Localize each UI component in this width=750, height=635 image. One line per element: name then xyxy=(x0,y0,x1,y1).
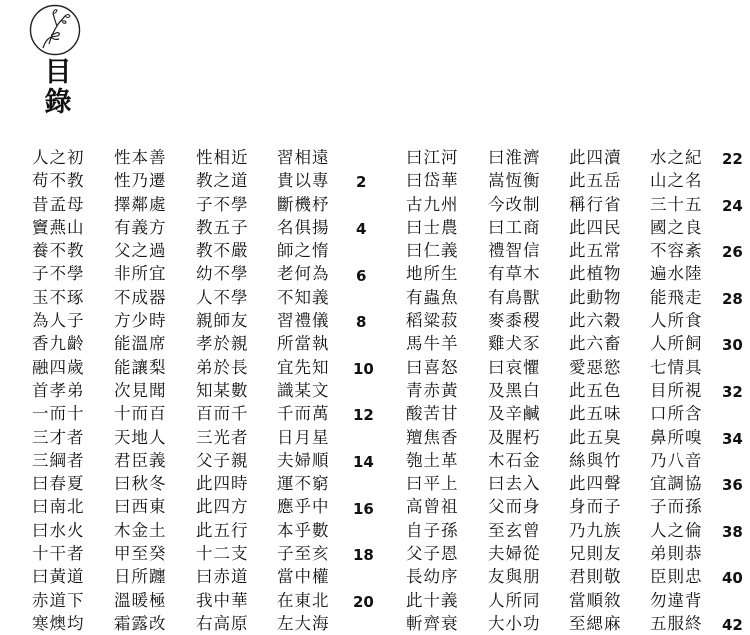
verse-line: 嵩恆衡 xyxy=(488,171,541,191)
verse-line: 青赤黃 xyxy=(406,380,459,400)
verse-line: 此十義 xyxy=(406,590,459,610)
verse-line: 不知義 xyxy=(277,287,330,307)
verse-line: 宜先知 xyxy=(277,357,330,377)
verse-line: 十干者 xyxy=(32,544,85,564)
page-number: 16 xyxy=(353,499,374,518)
verse-line: 習禮儀 xyxy=(277,311,330,331)
verse-line: 此四聲 xyxy=(569,474,622,494)
left-column-2 xyxy=(114,146,167,635)
verse-line: 千而萬 xyxy=(277,404,330,424)
verse-line: 本乎數 xyxy=(277,520,330,540)
verse-line: 匏土革 xyxy=(406,450,459,470)
verse-line: 人之初 xyxy=(32,148,85,167)
verse-line: 此五常 xyxy=(569,241,622,261)
verse-line: 有蟲魚 xyxy=(406,287,459,307)
verse-line: 人所食 xyxy=(650,311,703,331)
verse-line: 右高原 xyxy=(196,613,249,633)
verse-line: 及辛鹹 xyxy=(488,404,541,424)
verse-line: 有義方 xyxy=(114,217,167,237)
verse-line: 弟於長 xyxy=(196,357,249,377)
verse-line: 高曾祖 xyxy=(406,497,459,517)
right-column-1 xyxy=(406,146,459,635)
verse-line: 我中華 xyxy=(196,590,249,610)
verse-line: 識某文 xyxy=(277,380,330,400)
verse-line: 曰去入 xyxy=(488,474,541,494)
verse-line: 能讓梨 xyxy=(114,357,167,377)
verse-line: 遍水陸 xyxy=(650,264,703,284)
verse-line: 性乃遷 xyxy=(114,171,167,191)
verse-line: 曰仁義 xyxy=(406,241,459,261)
verse-line: 曰哀懼 xyxy=(488,357,541,377)
verse-line: 曰工商 xyxy=(488,217,541,237)
verse-line: 夫婦從 xyxy=(488,544,541,564)
verse-line: 此五岳 xyxy=(569,171,622,191)
verse-line: 此四時 xyxy=(196,474,249,494)
verse-line: 曰西東 xyxy=(114,497,167,517)
verse-line: 十二支 xyxy=(196,544,249,564)
verse-line: 左大海 xyxy=(277,613,330,633)
right-column-4 xyxy=(650,146,703,635)
verse-line: 三光者 xyxy=(196,427,249,447)
page-number: 4 xyxy=(356,219,367,238)
verse-line: 孝於親 xyxy=(196,334,249,354)
verse-line: 師之惰 xyxy=(277,241,330,261)
verse-line: 曰喜怒 xyxy=(406,357,459,377)
hand-flower-logo-icon xyxy=(29,4,81,56)
verse-line: 首孝弟 xyxy=(32,380,85,400)
verse-line: 人不學 xyxy=(196,287,249,307)
verse-line: 至玄曾 xyxy=(488,520,541,540)
verse-line: 昔孟母 xyxy=(32,194,85,214)
verse-line: 地所生 xyxy=(406,264,459,284)
verse-line: 山之名 xyxy=(650,171,703,191)
verse-line: 曰黃道 xyxy=(32,567,85,587)
verse-line: 此五臭 xyxy=(569,427,622,447)
verse-line: 非所宜 xyxy=(114,264,167,284)
verse-line: 絲與竹 xyxy=(569,450,622,470)
verse-line: 及腥朽 xyxy=(488,427,541,447)
verse-line: 勿違背 xyxy=(650,590,703,610)
verse-line: 為人子 xyxy=(32,311,85,331)
verse-line: 禮智信 xyxy=(488,241,541,261)
verse-line: 曰春夏 xyxy=(32,474,85,494)
verse-line: 酸苦甘 xyxy=(406,404,459,424)
verse-line: 方少時 xyxy=(114,311,167,331)
verse-line: 曰士農 xyxy=(406,217,459,237)
verse-line: 此四方 xyxy=(196,497,249,517)
page-number: 42 xyxy=(722,616,743,634)
verse-line: 融四歲 xyxy=(32,357,85,377)
verse-line: 有草木 xyxy=(488,264,541,284)
page-number: 18 xyxy=(353,546,374,565)
verse-line: 所當執 xyxy=(277,334,330,354)
left-column-4 xyxy=(277,146,330,635)
verse-line: 弟則恭 xyxy=(650,544,703,564)
verse-line: 老何為 xyxy=(277,264,330,284)
verse-line: 養不教 xyxy=(32,241,85,261)
page-number: 30 xyxy=(722,336,743,355)
verse-line: 教五子 xyxy=(196,217,249,237)
page-number: 8 xyxy=(356,313,367,332)
right-column-2 xyxy=(488,146,541,635)
verse-line: 曰赤道 xyxy=(196,567,249,587)
left-column-3 xyxy=(196,146,249,635)
verse-line: 馬牛羊 xyxy=(406,334,459,354)
verse-line: 兄則友 xyxy=(569,544,622,564)
verse-line: 苟不教 xyxy=(32,171,85,191)
page-title-line-1: 目 xyxy=(44,57,72,88)
verse-line: 水之紀 xyxy=(650,148,703,167)
verse-line: 溫暖極 xyxy=(114,590,167,610)
verse-line: 竇燕山 xyxy=(32,217,85,237)
verse-line: 曰平上 xyxy=(406,474,459,494)
verse-line: 曰水火 xyxy=(32,520,85,540)
verse-line: 曰南北 xyxy=(32,497,85,517)
verse-line: 子至亥 xyxy=(277,544,330,564)
verse-line: 鼻所嗅 xyxy=(650,427,703,447)
verse-line: 甲至癸 xyxy=(114,544,167,564)
verse-line: 寒燠均 xyxy=(32,613,85,633)
verse-line: 此動物 xyxy=(569,287,622,307)
verse-line: 教不嚴 xyxy=(196,241,249,261)
verse-line: 友與朋 xyxy=(488,567,541,587)
page-number: 14 xyxy=(353,452,374,471)
verse-line: 日所躔 xyxy=(114,567,167,587)
verse-line: 七情具 xyxy=(650,357,703,377)
verse-line: 能溫席 xyxy=(114,334,167,354)
verse-line: 在東北 xyxy=(277,590,330,610)
verse-line: 能飛走 xyxy=(650,287,703,307)
verse-line: 長幼序 xyxy=(406,567,459,587)
verse-line: 父而身 xyxy=(488,497,541,517)
page-title xyxy=(38,58,78,118)
verse-line: 君則敬 xyxy=(569,567,622,587)
verse-line: 知某數 xyxy=(196,380,249,400)
verse-line: 及黑白 xyxy=(488,380,541,400)
verse-line: 麥黍稷 xyxy=(488,311,541,331)
verse-line: 父之過 xyxy=(114,241,167,261)
verse-line: 三十五 xyxy=(650,194,703,214)
verse-line: 香九齡 xyxy=(32,334,85,354)
verse-line: 此六穀 xyxy=(569,311,622,331)
verse-line: 乃八音 xyxy=(650,450,703,470)
verse-line: 有鳥獸 xyxy=(488,287,541,307)
verse-line: 人之倫 xyxy=(650,520,703,540)
verse-line: 子不學 xyxy=(196,194,249,214)
verse-line: 三才者 xyxy=(32,427,85,447)
verse-line: 一而十 xyxy=(32,404,85,424)
verse-line: 木石金 xyxy=(488,450,541,470)
verse-line: 此六畜 xyxy=(569,334,622,354)
verse-line: 臣則忠 xyxy=(650,567,703,587)
page-number: 38 xyxy=(722,522,743,541)
verse-line: 霜露改 xyxy=(114,613,167,633)
verse-line: 自子孫 xyxy=(406,520,459,540)
verse-line: 運不窮 xyxy=(277,474,330,494)
verse-line: 父子恩 xyxy=(406,544,459,564)
verse-line: 幼不學 xyxy=(196,264,249,284)
verse-line: 斷機杼 xyxy=(277,194,330,214)
verse-line: 此四瀆 xyxy=(569,148,622,167)
verse-line: 當中權 xyxy=(277,567,330,587)
verse-line: 目所視 xyxy=(650,380,703,400)
verse-line: 教之道 xyxy=(196,171,249,191)
verse-line: 赤道下 xyxy=(32,590,85,610)
verse-line: 五服終 xyxy=(650,613,703,633)
verse-line: 子不學 xyxy=(32,264,85,284)
verse-line: 此五味 xyxy=(569,404,622,424)
verse-line: 此植物 xyxy=(569,264,622,284)
page-number: 40 xyxy=(722,569,743,588)
verse-line: 今改制 xyxy=(488,194,541,214)
verse-line: 親師友 xyxy=(196,311,249,331)
verse-line: 大小功 xyxy=(488,613,541,633)
page-number: 6 xyxy=(356,266,367,285)
verse-line: 至緦麻 xyxy=(569,613,622,633)
verse-line: 國之良 xyxy=(650,217,703,237)
verse-line: 玉不琢 xyxy=(32,287,85,307)
verse-line: 乃九族 xyxy=(569,520,622,540)
page-number: 24 xyxy=(722,196,743,215)
verse-line: 應乎中 xyxy=(277,497,330,517)
verse-line: 身而子 xyxy=(569,497,622,517)
verse-line: 天地人 xyxy=(114,427,167,447)
page-number: 26 xyxy=(722,243,743,262)
verse-line: 三綱者 xyxy=(32,450,85,470)
verse-line: 此五行 xyxy=(196,520,249,540)
page-number: 32 xyxy=(722,383,743,401)
verse-line: 稻粱菽 xyxy=(406,311,459,331)
page-number: 36 xyxy=(722,476,743,495)
right-column-3 xyxy=(569,146,622,635)
verse-line: 君臣義 xyxy=(114,450,167,470)
verse-line: 十而百 xyxy=(114,404,167,424)
verse-line: 父子親 xyxy=(196,450,249,470)
verse-line: 稱行省 xyxy=(569,194,622,214)
verse-line: 曰淮濟 xyxy=(488,148,541,167)
verse-line: 性本善 xyxy=(114,148,167,167)
page-number: 10 xyxy=(353,359,374,378)
page-number: 22 xyxy=(722,150,743,168)
verse-line: 人所同 xyxy=(488,590,541,610)
verse-line: 曰岱華 xyxy=(406,171,459,191)
verse-line: 木金土 xyxy=(114,520,167,540)
verse-line: 貴以專 xyxy=(277,171,330,191)
verse-line: 百而千 xyxy=(196,404,249,424)
verse-line: 斬齊衰 xyxy=(406,613,459,633)
verse-line: 愛惡慾 xyxy=(569,357,622,377)
verse-line: 曰江河 xyxy=(406,148,459,167)
verse-line: 夫婦順 xyxy=(277,450,330,470)
page-title-line-2: 錄 xyxy=(44,87,72,118)
left-column-1 xyxy=(32,146,85,635)
verse-line: 人所飼 xyxy=(650,334,703,354)
verse-line: 不容紊 xyxy=(650,241,703,261)
verse-line: 此四民 xyxy=(569,217,622,237)
page-number: 20 xyxy=(353,592,374,611)
verse-line: 曰秋冬 xyxy=(114,474,167,494)
verse-line: 雞犬豕 xyxy=(488,334,541,354)
verse-line: 宜調協 xyxy=(650,474,703,494)
verse-line: 羶焦香 xyxy=(406,427,459,447)
verse-line: 次見聞 xyxy=(114,380,167,400)
verse-line: 此五色 xyxy=(569,380,622,400)
page-number: 28 xyxy=(722,289,743,308)
verse-line: 日月星 xyxy=(277,427,330,447)
page-number: 12 xyxy=(353,406,374,425)
verse-line: 習相遠 xyxy=(277,148,330,167)
verse-line: 子而孫 xyxy=(650,497,703,517)
verse-line: 古九州 xyxy=(406,194,459,214)
page-number: 34 xyxy=(722,429,743,448)
verse-line: 當順敘 xyxy=(569,590,622,610)
verse-line: 不成器 xyxy=(114,287,167,307)
verse-line: 擇鄰處 xyxy=(114,194,167,214)
verse-line: 性相近 xyxy=(196,148,249,167)
verse-line: 名俱揚 xyxy=(277,217,330,237)
page-number: 2 xyxy=(356,173,367,192)
verse-line: 口所含 xyxy=(650,404,703,424)
